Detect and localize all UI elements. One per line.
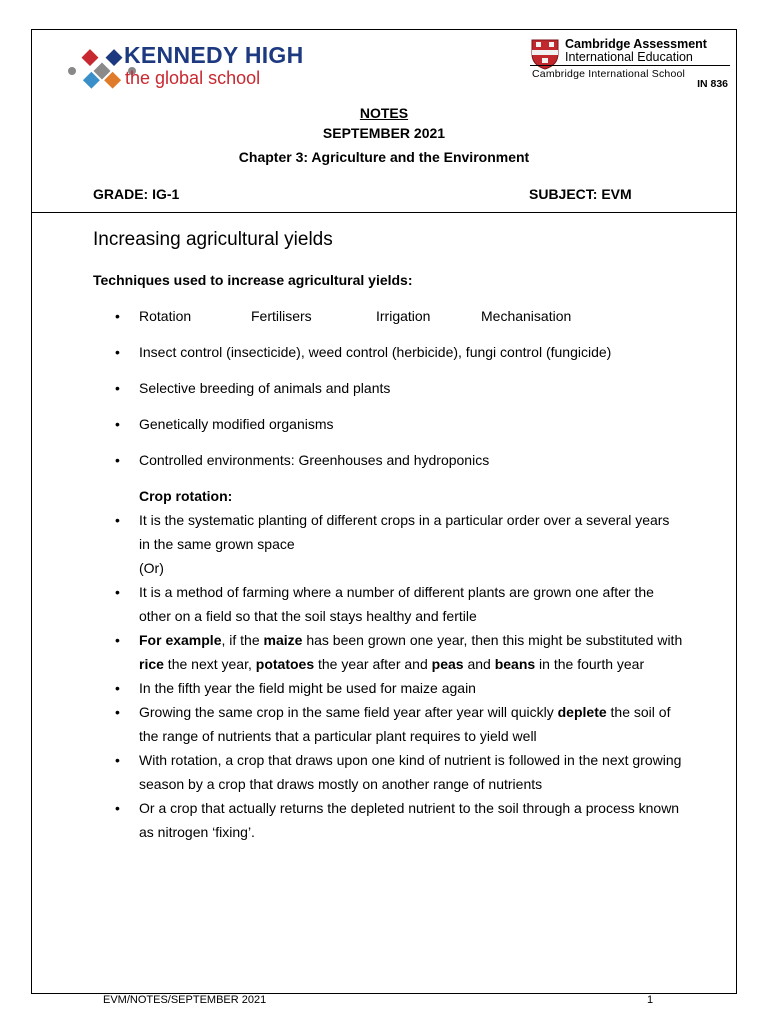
technique-fertilisers: Fertilisers	[251, 308, 312, 324]
crop-rotation-title: Crop rotation:	[139, 488, 233, 504]
cambridge-code: IN 836	[697, 78, 728, 90]
list-item: • Insect control (insecticide), weed control (herbicide), fungi control (fungicide)	[93, 340, 683, 364]
list-item: • Selective breeding of animals and plants	[93, 376, 683, 400]
section-heading: Increasing agricultural yields	[93, 229, 333, 250]
example-text: in the fourth year	[535, 656, 645, 672]
technique-mechanisation: Mechanisation	[481, 308, 572, 324]
cambridge-subname: International Education	[565, 50, 693, 64]
technique-rotation: Rotation	[139, 308, 192, 324]
crop-maize: maize	[263, 632, 303, 648]
example-text: the year after and	[314, 656, 432, 672]
footer-reference: EVM/NOTES/SEPTEMBER 2021	[103, 994, 267, 1006]
techniques-list	[93, 304, 683, 472]
list-item	[93, 700, 683, 748]
crop-potatoes: potatoes	[255, 656, 315, 672]
crop-rotation-list	[93, 508, 683, 844]
brand-name: KENNEDY HIGH	[124, 42, 304, 68]
deplete-word: deplete	[557, 704, 607, 720]
list-item	[93, 508, 683, 580]
crop-rice: rice	[139, 656, 164, 672]
deplete-text: Growing the same crop in the same field year after year will quickly	[139, 704, 558, 720]
crop-or: (Or)	[139, 560, 164, 576]
example-lead: For example	[139, 632, 222, 648]
cambridge-school: Cambridge International School	[532, 68, 686, 80]
example-text: the next year,	[163, 656, 256, 672]
notes-month: SEPTEMBER 2021	[322, 125, 446, 141]
list-item: • Or a crop that actually returns the depleted nutrient to the soil through a process known as nitrogen ‘fixing’.	[93, 796, 683, 844]
header-divider	[32, 212, 736, 213]
cambridge-rule	[530, 65, 730, 66]
list-item: • It is a method of farming where a number of different plants are grown one after the other on a field so that the soil stays healthy and fertile	[93, 580, 683, 628]
technique-irrigation: Irrigation	[376, 308, 431, 324]
notes-body	[93, 228, 683, 844]
list-item	[93, 304, 683, 328]
list-item: • Controlled environments: Greenhouses and hydroponics	[93, 448, 683, 472]
page-frame	[31, 29, 737, 994]
chapter-title: Chapter 3: Agriculture and the Environment	[238, 149, 530, 165]
crop-beans: beans	[494, 656, 536, 672]
list-item: • With rotation, a crop that draws upon one kind of nutrient is followed in the next growing season by a crop that draws mostly on another range of nutrients	[93, 748, 683, 796]
example-text: , if the	[221, 632, 264, 648]
grade-label: GRADE: IG-1	[93, 186, 180, 202]
techniques-title: Techniques used to increase agricultural yields:	[93, 272, 413, 288]
example-text: has been grown one year, then this might be substituted with	[302, 632, 683, 648]
page-number: 1	[647, 994, 654, 1006]
subject-label: SUBJECT: EVM	[529, 186, 632, 202]
list-item: • In the fifth year the field might be used for maize again	[93, 676, 683, 700]
crop-peas: peas	[431, 656, 464, 672]
list-item: • Genetically modified organisms	[93, 412, 683, 436]
notes-label: NOTES	[359, 105, 409, 121]
deplete-text: the soil of the range of nutrients that a particular plant requires to yield well	[139, 704, 671, 744]
brand-tagline: the global school	[125, 68, 261, 88]
example-text: and	[463, 656, 495, 672]
list-item	[93, 628, 683, 676]
crop-definition-1: It is the systematic planting of different crops in a particular order over a several years in the same grown space	[139, 512, 670, 552]
cambridge-name: Cambridge Assessment	[565, 37, 707, 51]
